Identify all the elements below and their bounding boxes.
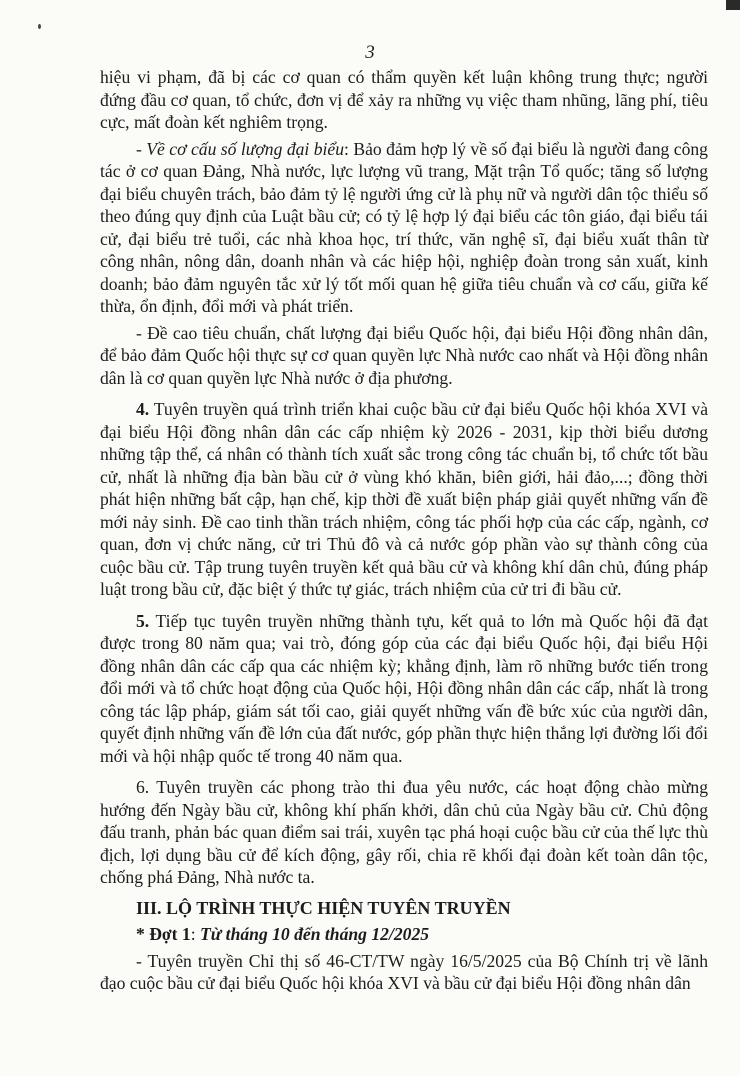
phase-period: Từ tháng 10 đến tháng 12/2025 [200, 924, 430, 944]
paragraph-delegate-structure [100, 138, 708, 318]
phase-colon: : [190, 924, 200, 944]
paragraph-item-4 [100, 398, 708, 601]
page-number: 3 [365, 42, 375, 63]
scan-speck [38, 24, 41, 29]
paragraph-text: : Bảo đảm hợp lý về số đại biểu là người đang công tác ở cơ quan Đảng, Nhà nước, lực lượng vũ trang, Mặt trận Tổ quốc; tăng số lượng đại biểu chuyên trách, bảo đảm tỷ lệ người ứng cử là phụ nữ và người dân tộc thiểu số theo đúng quy định của Luật bầu cử; có tỷ lệ hợp lý đại biểu các tôn giáo, đại biểu tái cử, đại biểu trẻ tuổi, các nhà khoa học, trí thức, văn nghệ sĩ, đại biểu xuất thân từ công nhân, nông dân, doanh nhân và các hiệp hội, nghiệp đoàn trong sản xuất, kinh doanh; bảo đảm nguyên tắc xử lý tốt mối quan hệ giữa tiêu chuẩn và cơ cấu, giữa kế thừa, ổn định, đổi mới và phát triển. [100, 138, 708, 316]
section-heading: III. LỘ TRÌNH THỰC HIỆN TUYÊN TRUYỀN [136, 897, 511, 918]
paragraph-text: Tiếp tục tuyên truyền những thành tựu, kết quả to lớn mà Quốc hội đã đạt được trong 80 năm qua; vai trò, đóng góp của các đại biểu Quốc hội, đại biểu Hội đồng nhân dân các cấp qua các nhiệm kỳ; khẳng định, làm rõ những bước tiến trong đổi mới và tổ chức hoạt động của Quốc hội, Hội đồng nhân dân các cấp, nhất là trong công tác lập pháp, giám sát tối cao, giải quyết những vấn đề bức xúc của người dân, quyết định những vấn đề lớn của đất nước, góp phần thực hiện thắng lợi đường lối đổi mới và hội nhập quốc tế trong 40 năm qua. [100, 610, 708, 766]
phase-prefix: * Đợt 1 [136, 924, 191, 944]
phase-line [100, 923, 708, 946]
paragraph-directive: - Tuyên truyền Chỉ thị số 46-CT/TW ngày 16/5/2025 của Bộ Chính trị về lãnh đạo cuộc bầu cử đại biểu Quốc hội khóa XVI và bầu cử đại biểu Hội đồng nhân dân [100, 950, 708, 993]
paragraph-text: Tuyên truyền các phong trào thi đua yêu nước, các hoạt động chào mừng hướng đến Ngày bầu cử, không khí phấn khởi, dân chủ của Ngày bầu cử. Chủ động đấu tranh, phản bác quan điểm sai trái, xuyên tạc phá hoại cuộc bầu cử của thế lực thù địch, lợi dụng bầu cử để kích động, gây rối, chia rẽ khối đại đoàn kết toàn dân tộc, chống phá Đảng, Nhà nước ta. [100, 777, 708, 887]
document-body [100, 66, 708, 995]
paragraph-lead-italic: - Về cơ cấu số lượng đại biểu [136, 138, 345, 159]
paragraph-item-6 [100, 776, 708, 889]
paragraph-text: Tuyên truyền quá trình triển khai cuộc bầu cử đại biểu Quốc hội khóa XVI và đại biểu Hội đồng nhân dân các cấp nhiệm kỳ 2026 - 2031, kịp thời biểu dương những tập thể, cá nhân có thành tích xuất sắc trong công tác chuẩn bị, tổ chức tốt bầu cử, nhất là những địa bàn bầu cử ở vùng khó khăn, biên giới, hải đảo,...; đồng thời phát hiện những bất cập, hạn chế, kịp thời đề xuất biện pháp giải quyết những vấn đề mới nảy sinh. Đề cao tinh thần trách nhiệm, công tác phối hợp của các cấp, ngành, cơ quan, đơn vị chức năng, cử tri Thủ đô và cả nước góp phần vào sự thành công của cuộc bầu cử. Tập trung tuyên truyền kết quả bầu cử và không khí dân chủ, đúng pháp luật trong bầu cử, đặc biệt ý thức tự giác, trách nhiệm của cử tri đi bầu cử. [100, 399, 708, 599]
paragraph-item-5 [100, 610, 708, 768]
paragraph-standards: - Đề cao tiêu chuẩn, chất lượng đại biểu Quốc hội, đại biểu Hội đồng nhân dân, để bảo đảm Quốc hội thực sự cơ quan quyền lực Nhà nước cao nhất và Hội đồng nhân dân là cơ quan quyền lực Nhà nước ở địa phương. [100, 322, 708, 388]
item-number: 5. [136, 610, 150, 631]
item-number: 4. [136, 399, 150, 419]
paragraph-continuation: hiệu vi phạm, đã bị các cơ quan có thẩm quyền kết luận không trung thực; người đứng đầu cơ quan, tổ chức, đơn vị để xảy ra những vụ việc tham nhũng, lãng phí, tiêu cực, mất đoàn kết nghiêm trọng. [100, 67, 708, 132]
scan-corner-mark [726, 0, 740, 10]
item-number: 6. [136, 777, 150, 797]
